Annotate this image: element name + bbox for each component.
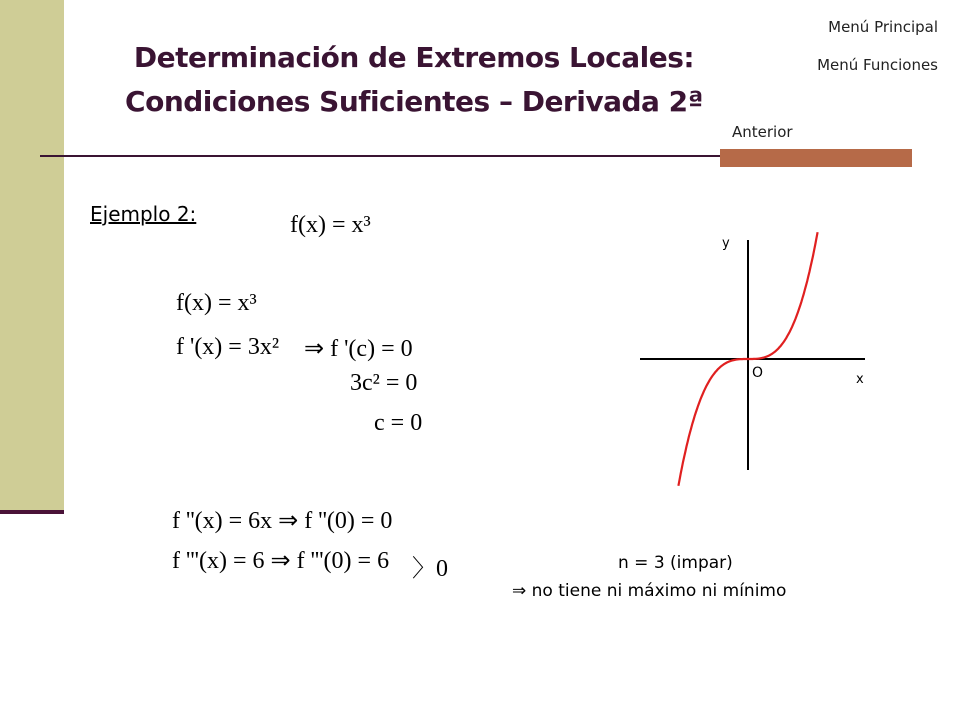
- step-implies-critical: ⇒ f '(c) = 0: [304, 336, 413, 362]
- step-third-derivative: f '''(x) = 6 ⇒ f '''(0) = 6: [172, 548, 390, 574]
- page-title: [64, 36, 764, 124]
- previous-link[interactable]: Anterior: [732, 123, 793, 141]
- step-equation-2: c = 0: [374, 410, 423, 436]
- step-second-derivative: f ''(x) = 6x ⇒ f ''(0) = 0: [172, 508, 393, 534]
- origin-label: O: [752, 365, 764, 381]
- title-line-2: Condiciones Suficientes – Derivada 2ª: [125, 85, 703, 118]
- functions-menu-link[interactable]: Menú Funciones: [817, 56, 938, 74]
- accent-bar: [720, 149, 912, 167]
- main-menu-link[interactable]: Menú Principal: [828, 18, 938, 36]
- y-axis-label: y: [722, 236, 730, 251]
- step-equation-1: 3c² = 0: [350, 370, 418, 396]
- step-greater-than-zero: 〉0: [412, 556, 448, 582]
- step-first-derivative: f '(x) = 3x²: [176, 334, 280, 360]
- step-function: f(x) = x³: [176, 290, 257, 316]
- x-axis-label: x: [856, 372, 864, 387]
- example-label: Ejemplo 2:: [90, 202, 197, 226]
- title-line-1: Determinación de Extremos Locales:: [133, 41, 695, 74]
- sidebar-underline: [0, 510, 64, 514]
- example-function: f(x) = x³: [290, 212, 371, 238]
- conclusion-result: ⇒ no tiene ni máximo ni mínimo: [512, 581, 787, 601]
- conclusion-degree: n = 3 (impar): [618, 553, 733, 573]
- decorative-sidebar: [0, 0, 64, 510]
- cubic-graph: [640, 230, 870, 490]
